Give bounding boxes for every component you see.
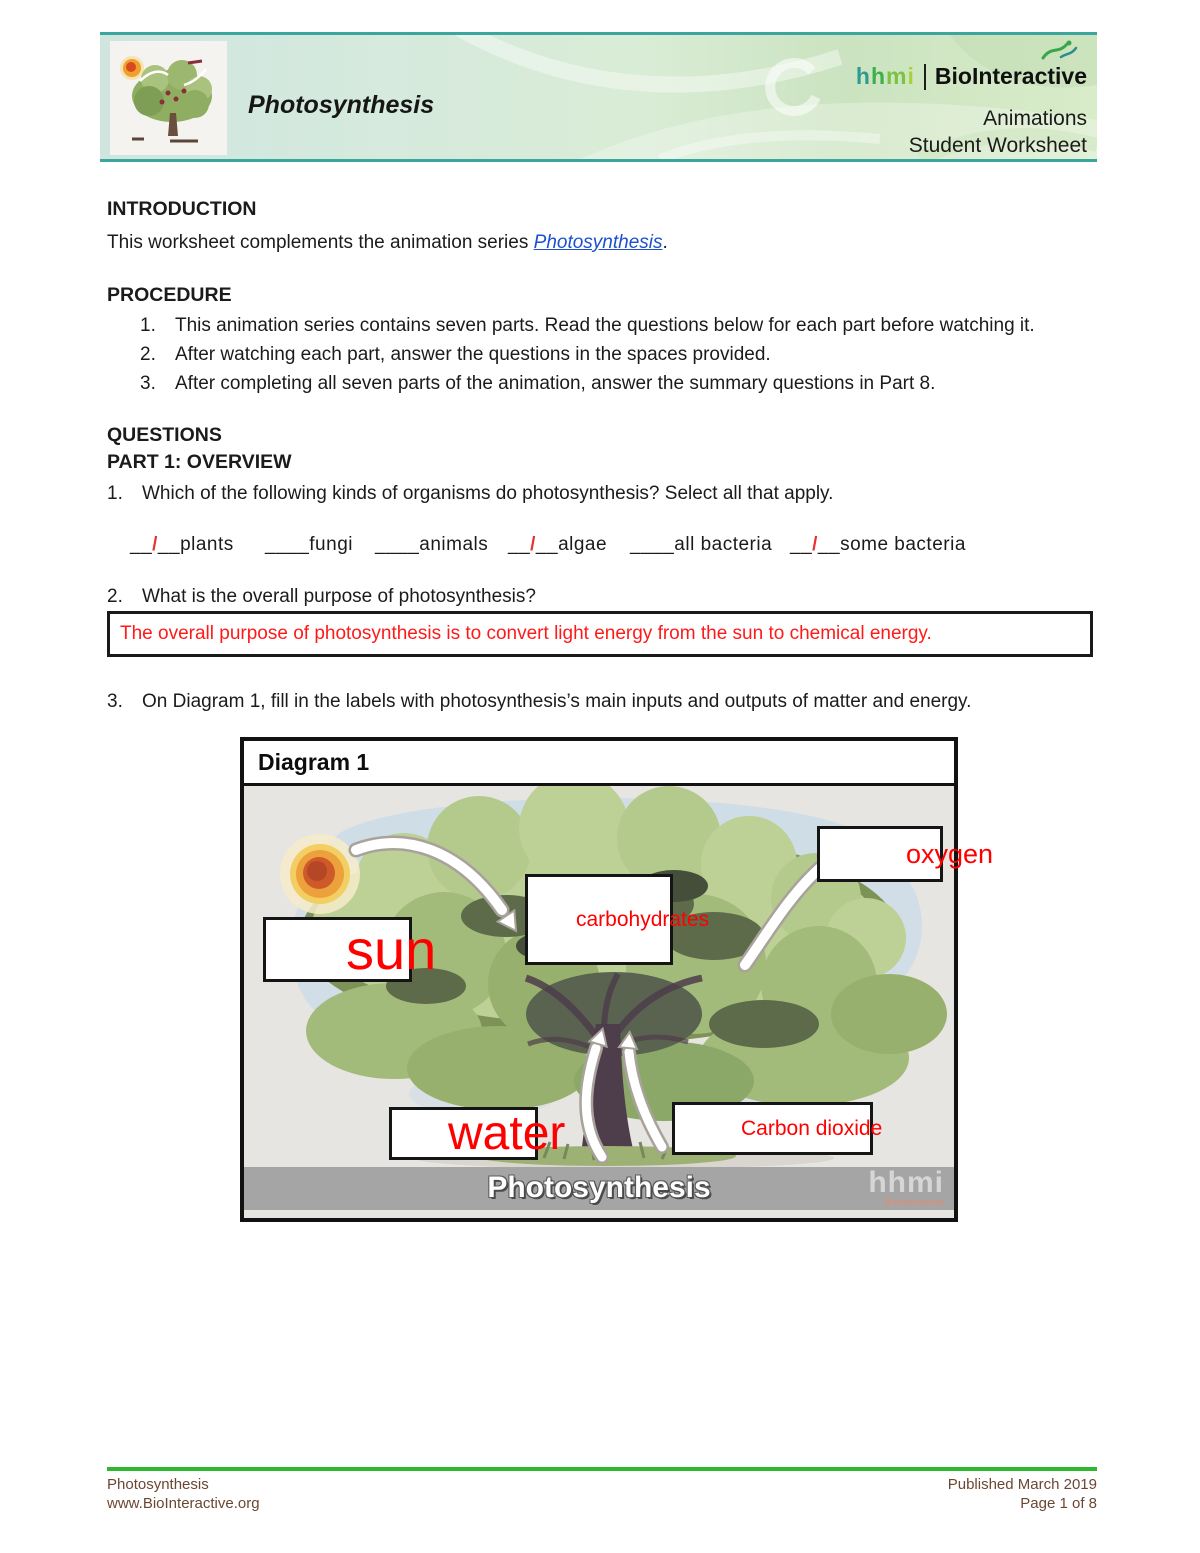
question-2-answer-text: The overall purpose of photosynthesis is to convert light energy from the sun to chemical energy. [120,623,932,644]
option-all-bacteria: ____all bacteria [630,534,773,555]
biointeractive-logo-text: BioInteractive [934,63,1087,89]
label-box-carbon-dioxide [672,1102,883,1155]
option-label: plants [180,534,234,555]
label-box-oxygen [817,826,994,882]
procedure-item-number: 1. [140,315,156,336]
question-number: 3. [107,691,123,712]
option-label: some bacteria [840,534,966,555]
label-text-sun: sun [346,918,437,981]
question-number: 2. [107,586,123,607]
doc-type-student-worksheet: Student Worksheet [908,134,1087,157]
hhmi-watermark: hhmi BioInteractive [868,1166,944,1207]
introduction-heading: INTRODUCTION [107,198,257,220]
label-box-water [389,1107,566,1160]
question-text: What is the overall purpose of photosynthesis? [142,586,536,607]
intro-text-before-link: This worksheet complements the animation series [107,232,534,253]
procedure-item-number: 3. [140,373,156,394]
footer-published-date: Published March 2019 [947,1476,1097,1493]
procedure-heading: PROCEDURE [107,284,232,306]
part1-heading: PART 1: OVERVIEW [107,451,292,473]
check-slash-mark: / [530,534,536,555]
option-label: animals [419,534,489,555]
question-3 [107,691,1097,715]
option-some-bacteria: __/__some bacteria [790,534,966,555]
procedure-item-text: After watching each part, answer the questions in the spaces provided. [175,344,771,365]
diagram-caption: Photosynthesis [487,1171,711,1204]
footer-website: www.BioInteractive.org [107,1495,260,1512]
question-1-options [107,534,1097,560]
question-text: On Diagram 1, fill in the labels with photosynthesis’s main inputs and outputs of matter and energy. [142,691,972,712]
procedure-item-2 [107,344,1097,368]
header-banner [100,32,1097,162]
label-text-carbohydrates: carbohydrates [576,907,710,931]
footer-rule [107,1467,1097,1471]
question-number: 1. [107,483,123,504]
question-text: Which of the following kinds of organisms do photosynthesis? Select all that apply. [142,483,834,504]
introduction-text [107,232,668,254]
question-1 [107,483,1097,507]
label-text-oxygen: oxygen [906,838,994,869]
procedure-item-text: After completing all seven parts of the animation, answer the summary questions in Part 8. [175,373,936,394]
label-box-carbohydrates [525,874,710,965]
question-2-answer-box [107,611,1093,657]
hhmi-logo-text: hhmi [855,63,915,89]
procedure-item-1 [107,315,1097,339]
footer [107,1475,1097,1513]
footer-page-number: Page 1 of 8 [1020,1495,1097,1512]
option-fungi: ____fungi [265,534,353,555]
doc-type-animations: Animations [983,107,1087,130]
option-plants: __/__plants [130,534,234,555]
diagram-1-figure [240,737,994,1222]
question-2 [107,586,1097,610]
worksheet-thumbnail-image [110,41,227,155]
option-label: all bacteria [674,534,773,555]
gecko-icon [1039,38,1079,62]
footer-doc-name: Photosynthesis [107,1476,209,1493]
procedure-item-3 [107,373,1097,397]
procedure-item-number: 2. [140,344,156,365]
questions-heading: QUESTIONS [107,424,222,446]
label-box-sun [263,917,437,982]
logo-divider [924,64,926,90]
footer-right [948,1475,1097,1513]
intro-text-after-link: . [662,232,668,253]
thumbnail-tree-icon [110,41,227,155]
hhmi-biointeractive-logo [856,63,1087,90]
option-animals: ____animals [375,534,489,555]
option-algae: __/__algae [508,534,608,555]
check-slash-mark: / [812,534,818,555]
diagram-title-band [244,741,954,786]
option-label: algae [558,534,608,555]
check-slash-mark: / [152,534,158,555]
footer-left [107,1475,260,1513]
diagram-title: Diagram 1 [258,748,370,775]
label-text-water: water [448,1107,566,1160]
diagram-caption-band [244,1167,954,1210]
procedure-item-text: This animation series contains seven parts. Read the questions below for each part before watching it. [175,315,1035,336]
worksheet-title: Photosynthesis [248,91,435,119]
label-text-carbon-dioxide: Carbon dioxide [741,1116,883,1140]
option-label: fungi [309,534,353,555]
photosynthesis-animation-link[interactable]: Photosynthesis [533,232,663,253]
